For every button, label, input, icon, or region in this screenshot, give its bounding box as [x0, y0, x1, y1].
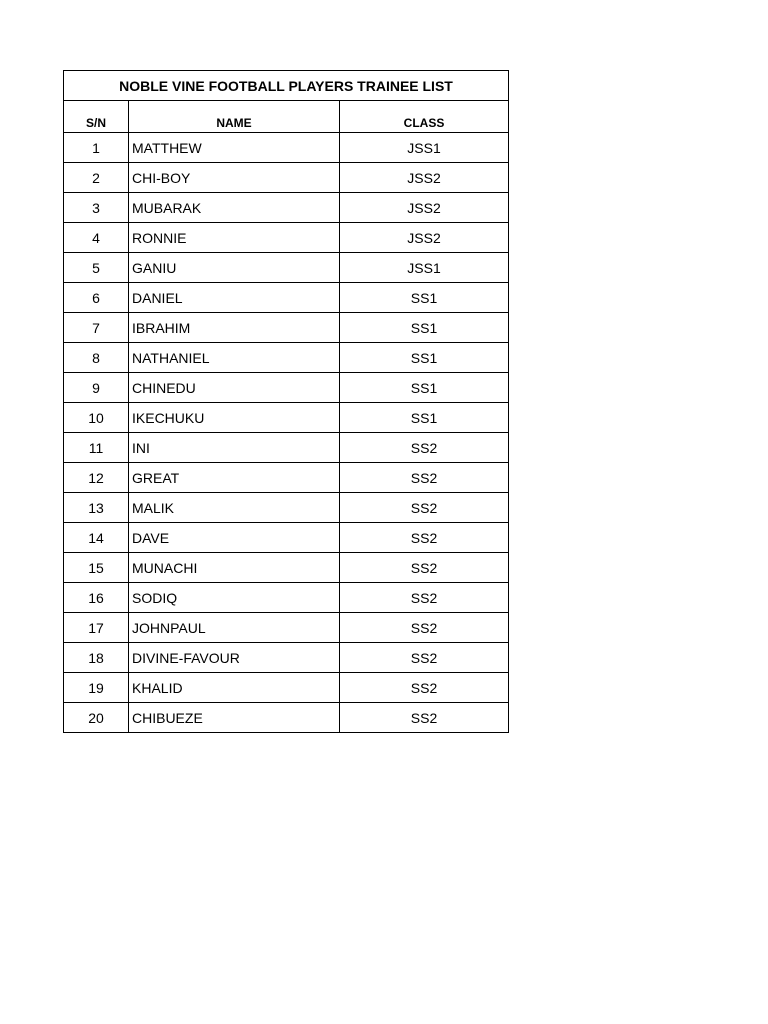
serial-number-cell: 6: [64, 283, 129, 313]
table-row: [64, 343, 509, 373]
player-name-cell: JOHNPAUL: [129, 613, 340, 643]
table-row: [64, 583, 509, 613]
player-name-cell: IBRAHIM: [129, 313, 340, 343]
serial-number-cell: 18: [64, 643, 129, 673]
player-name-cell: GREAT: [129, 463, 340, 493]
serial-number-cell: 19: [64, 673, 129, 703]
serial-number-cell: 10: [64, 403, 129, 433]
header-row: [64, 101, 509, 133]
serial-number-cell: 5: [64, 253, 129, 283]
serial-number-cell: 2: [64, 163, 129, 193]
player-class-cell: SS2: [340, 553, 509, 583]
player-class-cell: SS2: [340, 493, 509, 523]
serial-number-cell: 3: [64, 193, 129, 223]
player-name-cell: KHALID: [129, 673, 340, 703]
player-name-cell: CHIBUEZE: [129, 703, 340, 733]
serial-number-cell: 16: [64, 583, 129, 613]
table-title: NOBLE VINE FOOTBALL PLAYERS TRAINEE LIST: [64, 71, 509, 101]
table-row: [64, 463, 509, 493]
player-class-cell: JSS2: [340, 163, 509, 193]
serial-number-cell: 7: [64, 313, 129, 343]
trainee-list-table: [63, 70, 509, 733]
table-row: [64, 283, 509, 313]
table-row: [64, 403, 509, 433]
serial-number-cell: 15: [64, 553, 129, 583]
table-row: [64, 703, 509, 733]
player-class-cell: SS2: [340, 673, 509, 703]
player-name-cell: MUNACHI: [129, 553, 340, 583]
column-header-name: NAME: [129, 101, 340, 133]
table-row: [64, 493, 509, 523]
player-name-cell: DANIEL: [129, 283, 340, 313]
player-name-cell: MUBARAK: [129, 193, 340, 223]
player-class-cell: JSS2: [340, 193, 509, 223]
player-name-cell: GANIU: [129, 253, 340, 283]
title-row: [64, 71, 509, 101]
player-class-cell: SS2: [340, 613, 509, 643]
player-class-cell: SS2: [340, 463, 509, 493]
player-class-cell: SS1: [340, 373, 509, 403]
player-class-cell: JSS1: [340, 253, 509, 283]
player-name-cell: DIVINE-FAVOUR: [129, 643, 340, 673]
table-body: [64, 133, 509, 733]
player-class-cell: SS2: [340, 583, 509, 613]
serial-number-cell: 4: [64, 223, 129, 253]
column-header-class: CLASS: [340, 101, 509, 133]
table-row: [64, 253, 509, 283]
player-class-cell: JSS2: [340, 223, 509, 253]
player-name-cell: CHINEDU: [129, 373, 340, 403]
serial-number-cell: 12: [64, 463, 129, 493]
table-row: [64, 613, 509, 643]
serial-number-cell: 8: [64, 343, 129, 373]
table-row: [64, 313, 509, 343]
player-name-cell: MALIK: [129, 493, 340, 523]
serial-number-cell: 13: [64, 493, 129, 523]
player-class-cell: SS1: [340, 283, 509, 313]
player-class-cell: SS1: [340, 403, 509, 433]
player-name-cell: NATHANIEL: [129, 343, 340, 373]
player-class-cell: SS1: [340, 313, 509, 343]
player-class-cell: SS2: [340, 643, 509, 673]
player-class-cell: SS2: [340, 703, 509, 733]
table-row: [64, 133, 509, 163]
player-name-cell: CHI-BOY: [129, 163, 340, 193]
table-row: [64, 553, 509, 583]
column-header-sn: S/N: [64, 101, 129, 133]
player-class-cell: JSS1: [340, 133, 509, 163]
player-name-cell: MATTHEW: [129, 133, 340, 163]
player-class-cell: SS2: [340, 523, 509, 553]
table-row: [64, 223, 509, 253]
serial-number-cell: 9: [64, 373, 129, 403]
serial-number-cell: 14: [64, 523, 129, 553]
serial-number-cell: 1: [64, 133, 129, 163]
table-row: [64, 193, 509, 223]
table-row: [64, 523, 509, 553]
player-class-cell: SS2: [340, 433, 509, 463]
player-name-cell: RONNIE: [129, 223, 340, 253]
player-name-cell: DAVE: [129, 523, 340, 553]
table-row: [64, 433, 509, 463]
table-row: [64, 673, 509, 703]
serial-number-cell: 11: [64, 433, 129, 463]
serial-number-cell: 20: [64, 703, 129, 733]
player-name-cell: IKECHUKU: [129, 403, 340, 433]
player-class-cell: SS1: [340, 343, 509, 373]
serial-number-cell: 17: [64, 613, 129, 643]
player-name-cell: SODIQ: [129, 583, 340, 613]
table-row: [64, 373, 509, 403]
table-row: [64, 643, 509, 673]
player-name-cell: INI: [129, 433, 340, 463]
table-row: [64, 163, 509, 193]
